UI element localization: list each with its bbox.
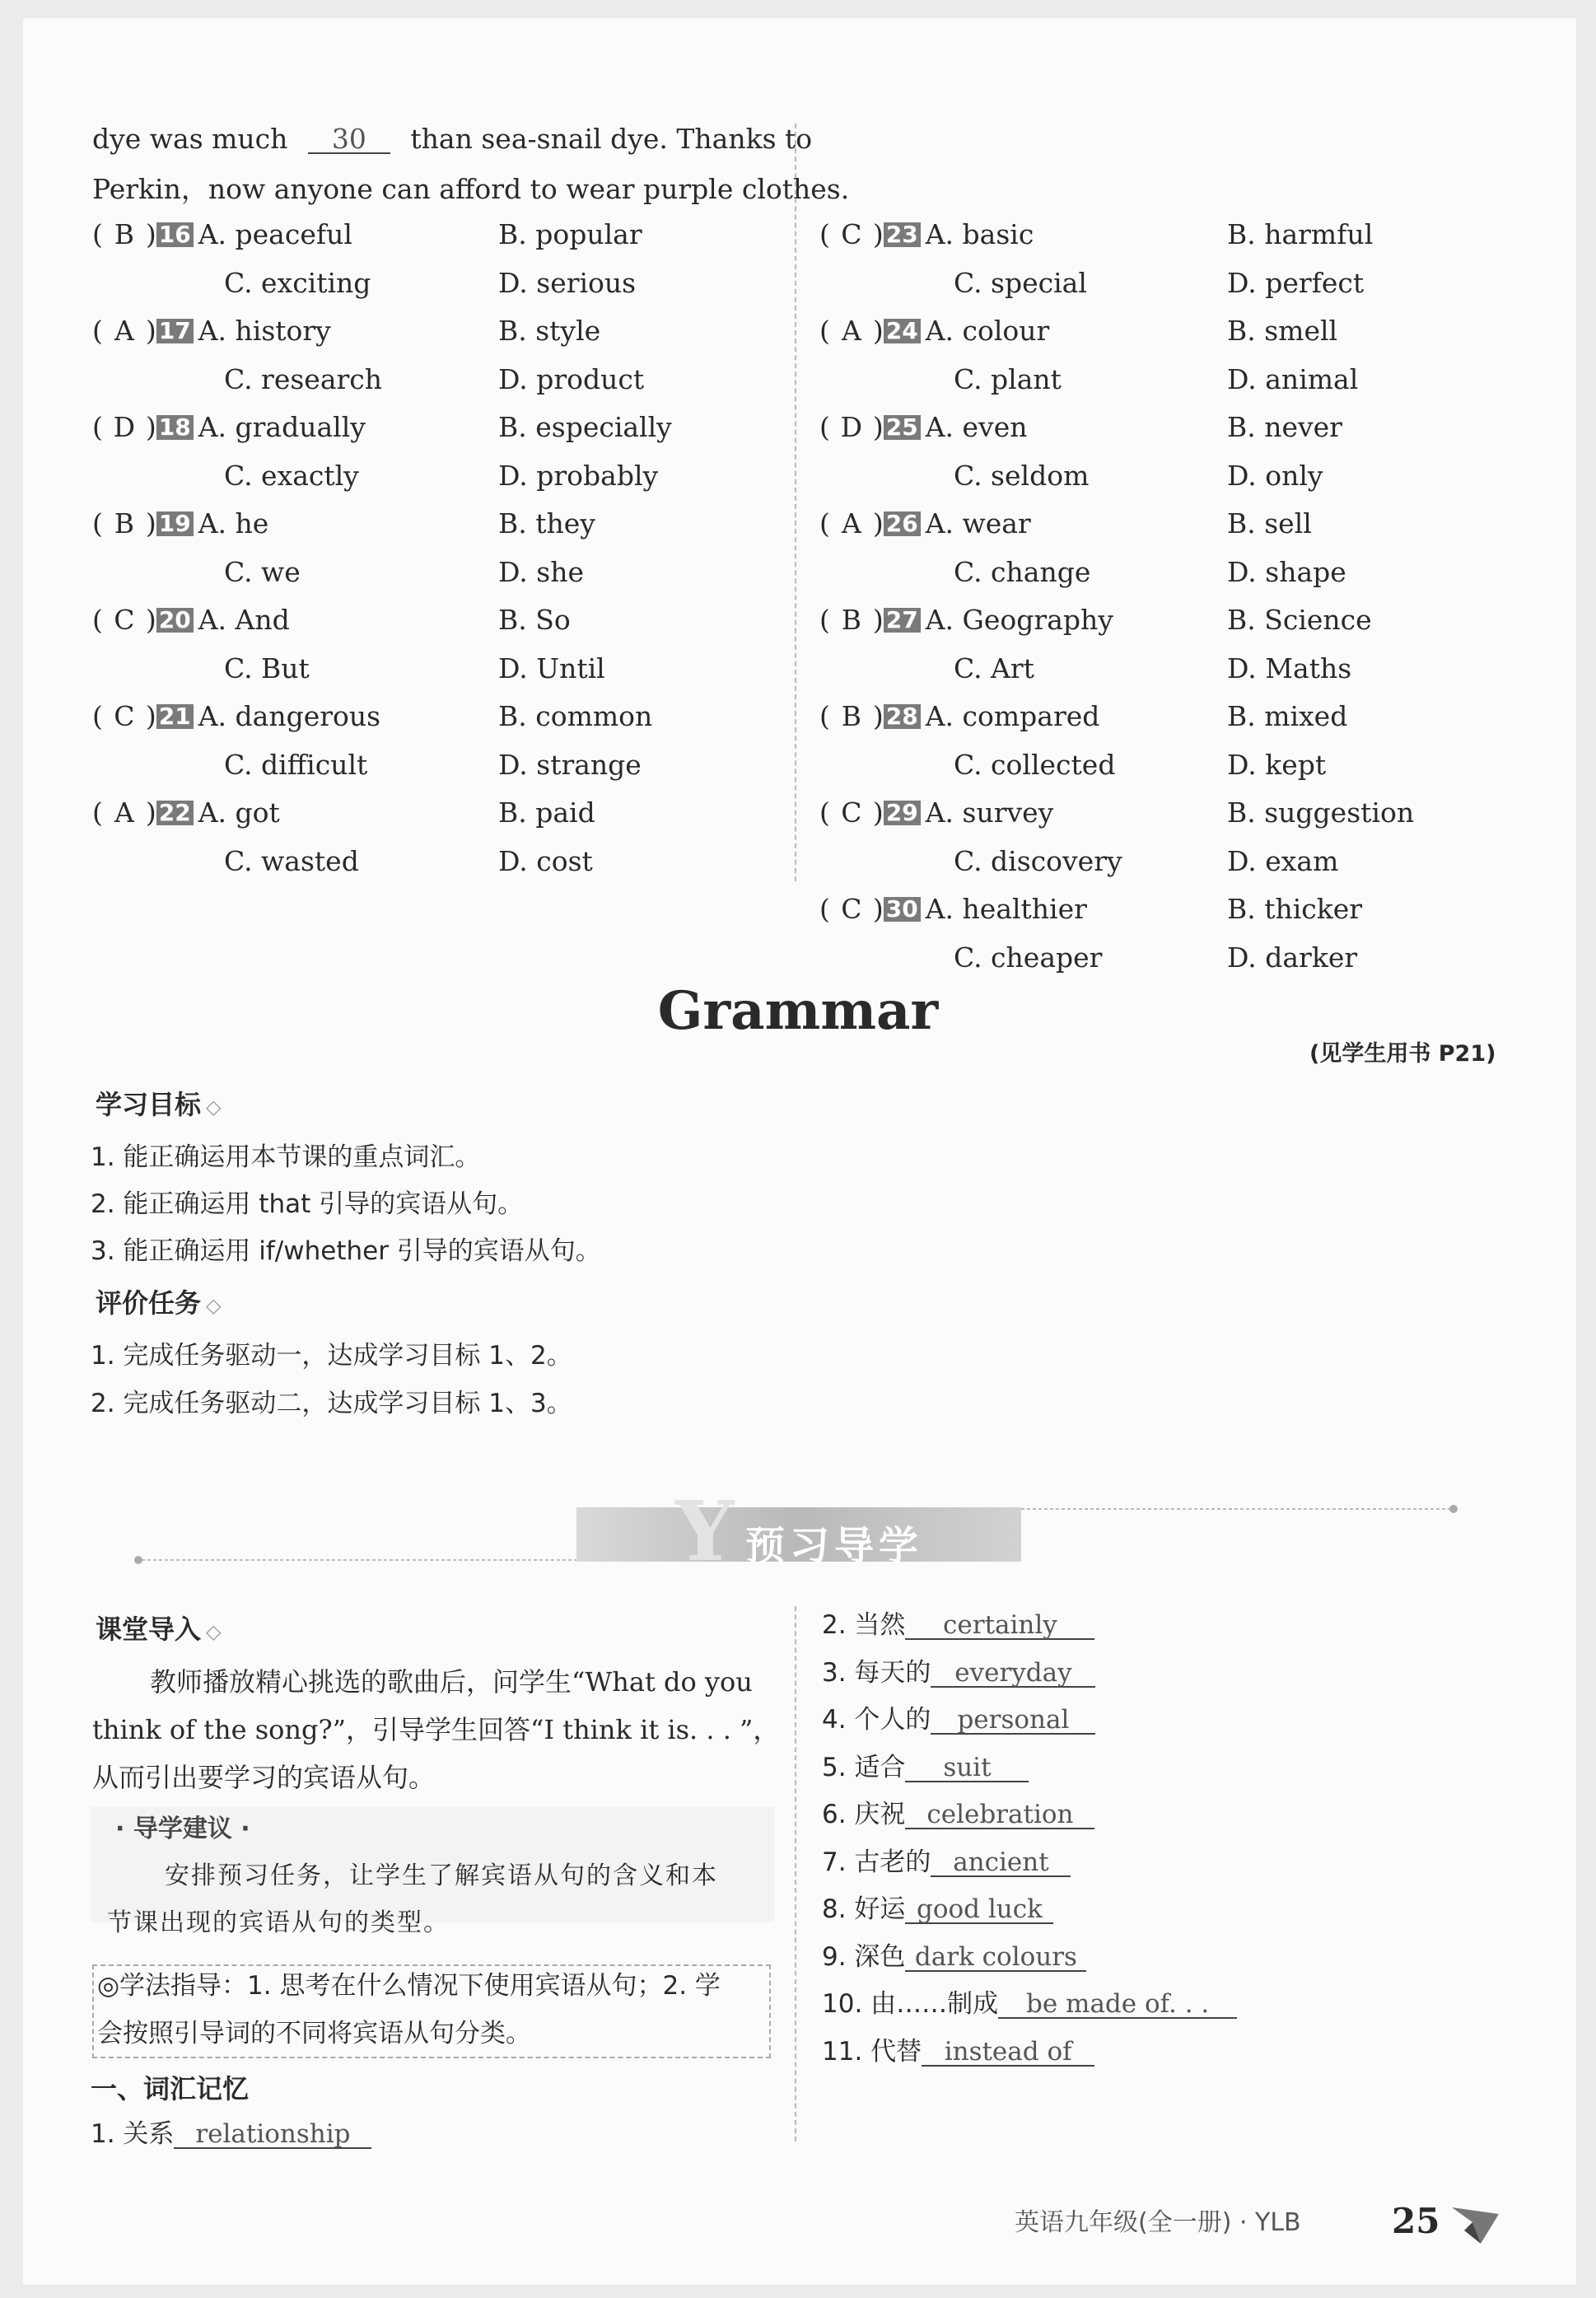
paren-open: ( [819, 507, 830, 539]
vocab-item [822, 1610, 1094, 1640]
option-b: B. mixed [1227, 700, 1348, 732]
answer-letter: A [841, 315, 861, 347]
method-text: 会按照引导词的不同将宾语从句分类。 [97, 2019, 531, 2048]
vocab-answer: good luck [905, 1897, 1053, 1924]
question-number: 25 [884, 415, 921, 440]
paren-close: ) [872, 893, 884, 925]
option-a: A. healthier [925, 893, 1087, 925]
paren-open: ( [92, 700, 103, 732]
paren-open: ( [92, 507, 103, 539]
paren-close: ) [872, 411, 884, 443]
answer-letter: C [114, 604, 135, 636]
option-a: A. peaceful [198, 218, 352, 250]
option-a: A. basic [925, 218, 1034, 250]
vocab-answer: celebration [905, 1802, 1094, 1829]
passage-text: than sea-snail dye. Thanks to [410, 123, 813, 155]
option-d: D. probably [498, 460, 659, 492]
option-c: C. change [954, 556, 1091, 588]
option-a: A. gradually [198, 411, 366, 443]
paren-open: ( [92, 796, 103, 829]
passage-line-2: Perkin，now anyone can afford to wear purple clothes. [92, 173, 850, 205]
footer-book-title: 英语九年级(全一册) · YLB [1015, 2208, 1301, 2237]
vocab-label: 10. 由……制成 [822, 1989, 999, 2019]
tasks-heading-text: 评价任务 [96, 1287, 202, 1319]
answer-letter: A [841, 507, 861, 539]
option-d: D. Maths [1227, 652, 1352, 684]
intro-heading-text: 课堂导入 [96, 1614, 202, 1645]
vocab-label: 3. 每天的 [822, 1657, 931, 1688]
paren-open: ( [92, 411, 103, 443]
option-a: A. wear [925, 507, 1031, 539]
paren-close: ) [145, 700, 156, 732]
option-b: B. suggestion [1227, 796, 1415, 829]
vocab-label: 11. 代替 [822, 2036, 922, 2067]
option-c: C. special [954, 267, 1087, 299]
diamond-arrow-icon: ◇ [206, 1095, 222, 1119]
column-divider [795, 1606, 796, 2142]
answer-letter: C [114, 700, 135, 732]
bird-logo-icon [1448, 2198, 1505, 2247]
option-a: A. compared [925, 700, 1100, 732]
option-d: D. cost [498, 845, 593, 877]
option-a: A. Geography [925, 604, 1113, 636]
vocab-answer: relationship [174, 2122, 371, 2149]
vocab-item [91, 2119, 371, 2149]
option-d: D. Until [498, 652, 605, 684]
paren-close: ) [145, 604, 156, 636]
question-number: 21 [156, 704, 194, 729]
vocab-item [822, 1894, 1053, 1924]
option-c: C. research [224, 363, 383, 395]
paren-open: ( [819, 700, 830, 732]
option-a: A. survey [925, 796, 1054, 829]
option-b: B. popular [498, 218, 642, 250]
option-a: A. got [198, 796, 280, 829]
vocab-heading: 一、词汇记忆 [91, 2073, 250, 2104]
vocab-answer: dark colours [905, 1945, 1086, 1972]
diamond-arrow-icon: ◇ [206, 1620, 222, 1643]
vocab-answer: everyday [931, 1660, 1095, 1688]
question-number: 16 [156, 222, 194, 247]
intro-text: think of the song?”，引导学生回答“I think it is. . . ”， [92, 1714, 780, 1745]
vocab-item [822, 1657, 1095, 1688]
vocab-item [822, 2036, 1094, 2067]
vocab-answer: ancient [931, 1850, 1071, 1877]
answer-letter: D [840, 411, 863, 443]
task-item: 2. 完成任务驱动二，达成学习目标 1、3。 [91, 1389, 572, 1418]
option-b: B. So [498, 604, 571, 636]
answer-letter: C [841, 893, 862, 925]
option-d: D. serious [498, 267, 637, 299]
goal-item: 1. 能正确运用本节课的重点词汇。 [91, 1142, 481, 1172]
paren-open: ( [92, 604, 103, 636]
vocab-label: 7. 古老的 [822, 1847, 931, 1877]
paren-close: ) [145, 411, 156, 443]
suggestion-heading: · 导学建议 · [115, 1815, 250, 1843]
paren-open: ( [819, 411, 830, 443]
answer-letter: B [841, 700, 861, 732]
option-d: D. product [498, 363, 645, 395]
paren-open: ( [819, 893, 830, 925]
option-c: C. collected [954, 749, 1116, 781]
question-number: 19 [156, 511, 194, 536]
method-text: ◎学法指导：1. 思考在什么情况下使用宾语从句；2. 学 [97, 1971, 721, 2001]
question-number: 24 [884, 319, 921, 343]
vocab-item [822, 1989, 1237, 2019]
answer-letter: B [841, 604, 861, 636]
option-b: B. they [498, 507, 595, 539]
paren-close: ) [872, 507, 884, 539]
paren-close: ) [145, 315, 156, 347]
option-d: D. perfect [1227, 267, 1365, 299]
vocab-item [822, 1707, 1095, 1735]
question-number: 22 [156, 801, 194, 825]
vocab-label: 5. 适合 [822, 1752, 906, 1782]
vocab-label: 8. 好运 [822, 1894, 906, 1924]
goal-item: 2. 能正确运用 that 引导的宾语从句。 [91, 1189, 524, 1219]
paren-open: ( [92, 218, 103, 250]
answer-letter: B [114, 507, 134, 539]
suggestion-text: 节课出现的宾语从句的类型。 [107, 1908, 450, 1937]
passage-blank: 30 [308, 125, 390, 154]
page-number: 25 [1392, 2201, 1440, 2241]
option-c: C. But [224, 652, 310, 684]
vocab-answer: be made of. . . [998, 1992, 1237, 2019]
option-c: C. we [224, 556, 301, 588]
option-b: B. thicker [1227, 893, 1363, 925]
paren-open: ( [92, 315, 103, 347]
vocab-item [822, 1752, 1029, 1782]
vocab-label: 9. 深色 [822, 1941, 906, 1972]
option-b: B. paid [498, 796, 595, 829]
option-b: B. smell [1227, 315, 1338, 347]
option-a: A. dangerous [198, 700, 381, 732]
option-c: C. seldom [954, 460, 1090, 492]
suggestion-text: 安排预习任务，让学生了解宾语从句的含义和本 [165, 1861, 718, 1890]
banner-letter: Y [675, 1483, 735, 1580]
answer-letter: C [841, 796, 862, 829]
answer-letter: B [114, 218, 134, 250]
option-c: C. discovery [954, 845, 1122, 877]
vocab-label: 2. 当然 [822, 1610, 906, 1640]
paren-open: ( [819, 218, 830, 250]
vocab-label: 1. 关系 [91, 2119, 175, 2149]
option-d: D. only [1227, 460, 1323, 492]
paren-close: ) [145, 218, 156, 250]
intro-heading [96, 1614, 222, 1645]
option-a: A. history [198, 315, 331, 347]
option-b: B. Science [1227, 604, 1372, 636]
vocab-answer: personal [931, 1707, 1095, 1735]
option-c: C. plant [954, 363, 1062, 395]
option-a: A. he [198, 507, 269, 539]
section-title: Grammar [657, 980, 939, 1042]
intro-text: 教师播放精心挑选的歌曲后，问学生“What do you [150, 1666, 753, 1698]
paren-open: ( [819, 796, 830, 829]
question-number: 17 [156, 319, 194, 343]
goal-item: 3. 能正确运用 if/whether 引导的宾语从句。 [91, 1236, 601, 1266]
intro-text: 从而引出要学习的宾语从句。 [92, 1762, 436, 1793]
goals-heading-text: 学习目标 [96, 1089, 202, 1120]
vocab-label: 4. 个人的 [822, 1705, 931, 1735]
vocab-item [822, 1847, 1071, 1877]
option-a: A. even [925, 411, 1028, 443]
option-d: D. shape [1227, 556, 1346, 588]
option-b: B. sell [1227, 507, 1312, 539]
option-b: B. never [1227, 411, 1342, 443]
question-number: 26 [884, 511, 921, 536]
paren-open: ( [819, 604, 830, 636]
vocab-answer: certainly [905, 1613, 1094, 1640]
option-b: B. harmful [1227, 218, 1374, 250]
option-b: B. especially [498, 411, 672, 443]
question-number: 28 [884, 704, 921, 729]
passage-text: dye was much [92, 123, 288, 155]
option-c: C. difficult [224, 749, 368, 781]
option-d: D. she [498, 556, 584, 588]
paren-close: ) [872, 315, 884, 347]
paren-close: ) [872, 796, 884, 829]
vocab-item [822, 1802, 1094, 1829]
option-c: C. exciting [224, 267, 371, 299]
option-d: D. exam [1227, 845, 1339, 877]
question-number: 30 [884, 897, 921, 922]
book-reference: (见学生用书 P21) [1309, 1041, 1496, 1067]
option-c: C. Art [954, 652, 1034, 684]
paren-open: ( [819, 315, 830, 347]
option-a: A. And [198, 604, 290, 636]
option-d: D. animal [1227, 363, 1359, 395]
diamond-arrow-icon: ◇ [206, 1294, 222, 1317]
answer-letter: A [114, 796, 134, 829]
task-item: 1. 完成任务驱动一，达成学习目标 1、2。 [91, 1341, 572, 1371]
vocab-label: 6. 庆祝 [822, 1800, 906, 1829]
vocab-item [822, 1941, 1086, 1972]
option-d: D. strange [498, 749, 642, 781]
paren-close: ) [872, 218, 884, 250]
paren-close: ) [872, 604, 884, 636]
option-c: C. wasted [224, 845, 359, 877]
option-c: C. exactly [224, 460, 359, 492]
option-d: D. darker [1227, 941, 1358, 974]
option-c: C. cheaper [954, 941, 1103, 974]
option-a: A. colour [925, 315, 1050, 347]
question-number: 20 [156, 608, 194, 633]
option-d: D. kept [1227, 749, 1327, 781]
option-b: B. style [498, 315, 601, 347]
vocab-answer: suit [905, 1755, 1029, 1782]
paren-close: ) [145, 507, 156, 539]
paren-close: ) [145, 796, 156, 829]
option-b: B. common [498, 700, 653, 732]
question-number: 29 [884, 801, 921, 825]
answer-letter: C [841, 218, 862, 250]
answer-letter: A [114, 315, 134, 347]
question-number: 23 [884, 222, 921, 247]
question-number: 27 [884, 608, 921, 633]
vocab-answer: instead of [922, 2039, 1094, 2067]
paren-close: ) [872, 700, 884, 732]
banner-title: 预习导学 [745, 1523, 924, 1569]
answer-letter: D [113, 411, 136, 443]
question-number: 18 [156, 415, 194, 440]
